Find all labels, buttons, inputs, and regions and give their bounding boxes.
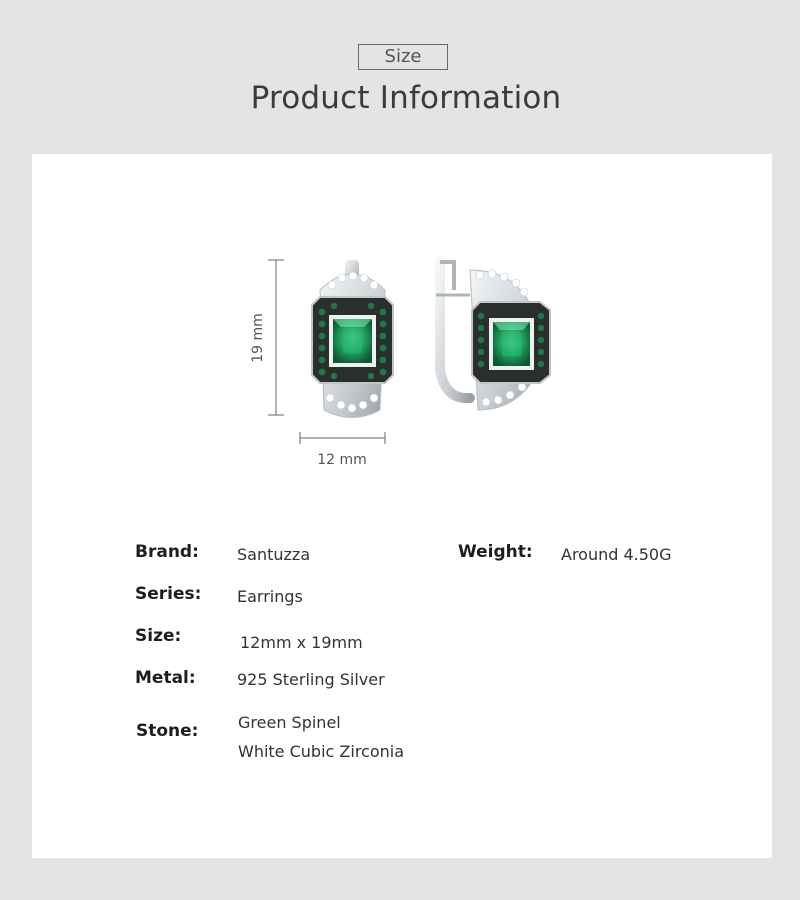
size-value: 12mm x 19mm	[240, 633, 363, 652]
page-title: Product Information	[250, 80, 562, 116]
height-dimension	[268, 260, 284, 415]
brand-label: Brand:	[135, 542, 199, 562]
series-value: Earrings	[237, 587, 303, 606]
metal-label: Metal:	[135, 668, 196, 688]
weight-label: Weight:	[458, 542, 533, 562]
size-tag: Size	[358, 44, 448, 70]
weight-value: Around 4.50G	[561, 545, 672, 564]
height-label: 19 mm	[250, 313, 266, 363]
stone-label: Stone:	[136, 721, 199, 741]
stone-value-2: White Cubic Zirconia	[238, 742, 405, 761]
earring-front-icon	[312, 260, 393, 418]
brand-value: Santuzza	[237, 545, 311, 564]
width-label: 12 mm	[317, 452, 367, 468]
stone-value-1: Green Spinel	[238, 713, 341, 732]
metal-value: 925 Sterling Silver	[237, 670, 385, 689]
earring-side-icon	[436, 262, 550, 410]
earrings-illustration	[240, 250, 580, 480]
series-label: Series:	[135, 584, 202, 604]
width-dimension	[300, 432, 385, 444]
size-label: Size:	[135, 626, 182, 646]
